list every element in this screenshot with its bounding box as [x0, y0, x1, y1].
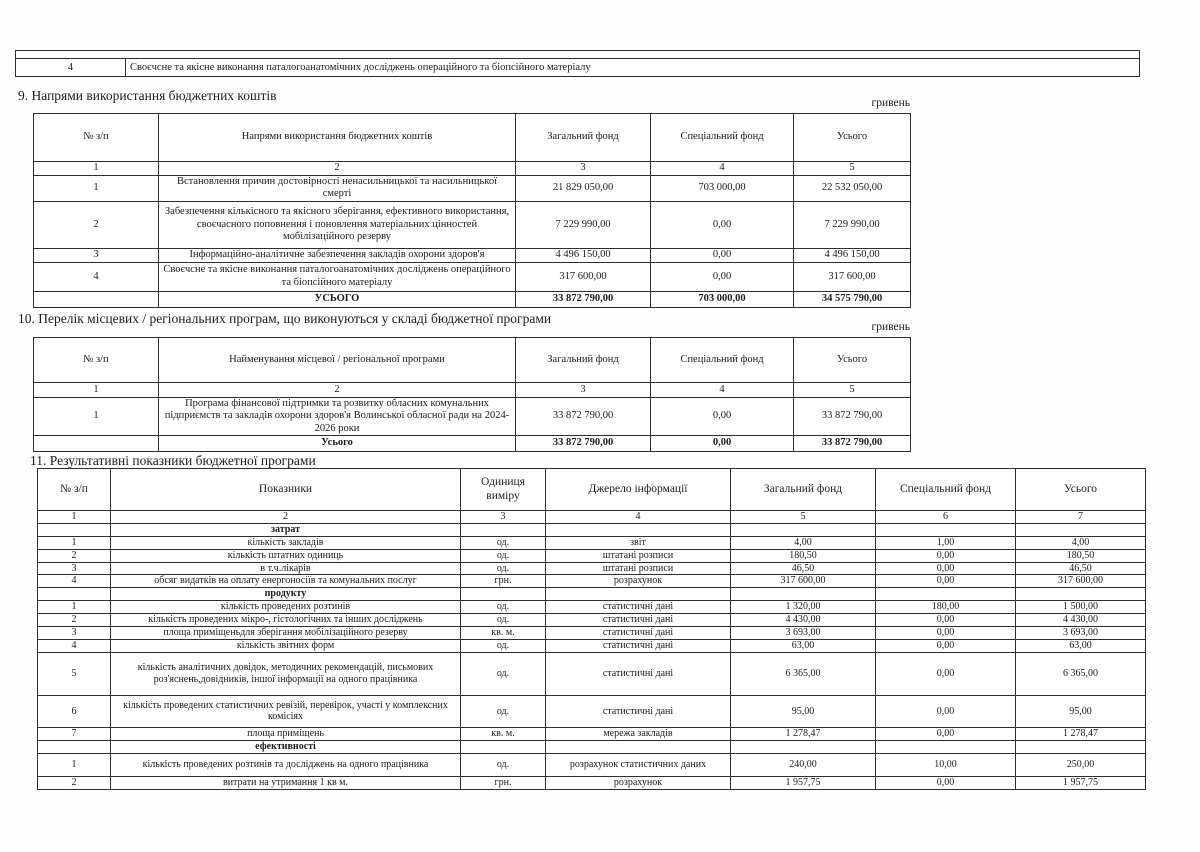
- cell-total: 1 957,75: [1016, 776, 1146, 789]
- table-row: [38, 753, 1146, 776]
- cell-unit: од.: [461, 537, 546, 550]
- cell-num: 7: [38, 727, 111, 740]
- cell-total: 317 600,00: [1016, 575, 1146, 588]
- cell-special: 0,00: [876, 575, 1016, 588]
- cell-special: 0,00: [876, 776, 1016, 789]
- cell-indicator: кількість проведених розтинів: [111, 601, 461, 614]
- cell-special: 0,00: [651, 201, 794, 248]
- cell-special: 0,00: [876, 549, 1016, 562]
- cell-general: 1 320,00: [731, 601, 876, 614]
- col-header-general-fund: Загальний фонд: [516, 114, 651, 162]
- table-10-regional-programs: [33, 337, 911, 452]
- cell-special: 703 000,00: [651, 176, 794, 202]
- table-row: [38, 695, 1146, 727]
- table-row: [34, 248, 911, 262]
- cell-source: статистичні дані: [546, 601, 731, 614]
- cell-total: 250,00: [1016, 753, 1146, 776]
- group-label: продукту: [111, 588, 461, 601]
- col-number: 2: [159, 383, 516, 398]
- col-header-total: Усього: [794, 114, 911, 162]
- col-header-special-fund: Спеціальний фонд: [651, 114, 794, 162]
- cell-general: 317 600,00: [731, 575, 876, 588]
- table-row: [38, 627, 1146, 640]
- cell-source: статистичні дані: [546, 639, 731, 652]
- cell-empty: [546, 740, 731, 753]
- table-row: [34, 201, 911, 248]
- cell-empty: [38, 524, 111, 537]
- col-number: 5: [731, 511, 876, 524]
- cell-total: 22 532 050,00: [794, 176, 911, 202]
- cell-general: 3 693,00: [731, 627, 876, 640]
- cell-num: 2: [38, 614, 111, 627]
- table-row: [38, 639, 1146, 652]
- cell-source: розрахунок статистичних даних: [546, 753, 731, 776]
- cell-indicator: в т.ч.лікарів: [111, 562, 461, 575]
- cell-total: 6 365,00: [1016, 652, 1146, 695]
- table-header-row: [34, 338, 911, 383]
- cell-unit: од.: [461, 601, 546, 614]
- cell-source: розрахунок: [546, 776, 731, 789]
- cell-general: 180,50: [731, 549, 876, 562]
- cell-empty: [546, 524, 731, 537]
- group-label: ефективності: [111, 740, 461, 753]
- group-header-row: [38, 524, 1146, 537]
- cell-num: [34, 291, 159, 307]
- col-number: 1: [38, 511, 111, 524]
- table-row: [38, 562, 1146, 575]
- cell-general: 46,50: [731, 562, 876, 575]
- cell-special: 0,00: [876, 727, 1016, 740]
- col-header-unit: Одиниця виміру: [461, 469, 546, 511]
- cell-general: 4 430,00: [731, 614, 876, 627]
- cell-num: 1: [34, 398, 159, 436]
- fragment-sliver-row: [16, 51, 1140, 59]
- cell-total: 4 496 150,00: [794, 248, 911, 262]
- cell-num: 5: [38, 652, 111, 695]
- cell-special: 0,00: [651, 262, 794, 291]
- table-11-performance-indicators: [37, 468, 1146, 790]
- cell-source: статистичні дані: [546, 695, 731, 727]
- section9-currency-label: гривень: [871, 97, 910, 109]
- cell-general: 317 600,00: [516, 262, 651, 291]
- cell-total: 317 600,00: [794, 262, 911, 291]
- cell-num: 1: [38, 601, 111, 614]
- top-table-fragment: [15, 50, 1140, 77]
- group-label: затрат: [111, 524, 461, 537]
- total-total: 33 872 790,00: [794, 436, 911, 452]
- col-number: 2: [159, 162, 516, 176]
- cell-special: 0,00: [876, 562, 1016, 575]
- cell-unit: кв. м.: [461, 627, 546, 640]
- fragment-row: [16, 59, 1140, 77]
- cell-indicator: кількість штатних одиниць: [111, 549, 461, 562]
- fragment-empty-cell: [16, 51, 1140, 59]
- cell-num: 4: [38, 575, 111, 588]
- cell-unit: од.: [461, 652, 546, 695]
- cell-source: штатані розписи: [546, 549, 731, 562]
- cell-total: 7 229 990,00: [794, 201, 911, 248]
- cell-num: 6: [38, 695, 111, 727]
- cell-unit: од.: [461, 695, 546, 727]
- total-total: 34 575 790,00: [794, 291, 911, 307]
- cell-total: 1 500,00: [1016, 601, 1146, 614]
- cell-unit: кв. м.: [461, 727, 546, 740]
- cell-indicator: кількість закладів: [111, 537, 461, 550]
- cell-unit: од.: [461, 753, 546, 776]
- cell-total: 180,50: [1016, 549, 1146, 562]
- cell-num: 3: [38, 627, 111, 640]
- cell-unit: грн.: [461, 776, 546, 789]
- cell-general: 63,00: [731, 639, 876, 652]
- col-number: 6: [876, 511, 1016, 524]
- group-header-row: [38, 588, 1146, 601]
- cell-general: 4,00: [731, 537, 876, 550]
- cell-general: 33 872 790,00: [516, 398, 651, 436]
- table-row: [38, 601, 1146, 614]
- cell-special: 0,00: [876, 695, 1016, 727]
- col-number: 7: [1016, 511, 1146, 524]
- column-numbers-row: [34, 383, 911, 398]
- section11-title: 11. Результативні показники бюджетної програми: [30, 453, 316, 468]
- col-number: 3: [516, 162, 651, 176]
- col-header-source: Джерело інформації: [546, 469, 731, 511]
- table-row: [38, 575, 1146, 588]
- col-header-program-name: Найменування місцевої / регіональної програми: [159, 338, 516, 383]
- cell-special: 0,00: [876, 639, 1016, 652]
- cell-total: 4 430,00: [1016, 614, 1146, 627]
- cell-total: 46,50: [1016, 562, 1146, 575]
- col-number: 3: [516, 383, 651, 398]
- table-row: [34, 262, 911, 291]
- cell-num: [34, 436, 159, 452]
- col-header-special-fund: Спеціальний фонд: [651, 338, 794, 383]
- cell-num: 3: [34, 248, 159, 262]
- cell-special: 10,00: [876, 753, 1016, 776]
- table-row: [38, 652, 1146, 695]
- cell-special: 180,00: [876, 601, 1016, 614]
- col-header-special-fund: Спеціальний фонд: [876, 469, 1016, 511]
- cell-indicator: кількість аналітичних довідок, методичних рекомендацій, письмових роз'яснень,довідників, іншої інформації на одного працівника: [111, 652, 461, 695]
- cell-source: мережа закладів: [546, 727, 731, 740]
- cell-total: 63,00: [1016, 639, 1146, 652]
- col-number: 4: [546, 511, 731, 524]
- cell-direction: Інформаційно-аналітичне забезпечення закладів охорони здоров'я: [159, 248, 516, 262]
- cell-num: 3: [38, 562, 111, 575]
- cell-empty: [461, 588, 546, 601]
- cell-empty: [461, 524, 546, 537]
- cell-num: 1: [38, 537, 111, 550]
- table-header-row: [38, 469, 1146, 511]
- cell-empty: [731, 524, 876, 537]
- cell-source: штатані розписи: [546, 562, 731, 575]
- cell-special: 0,00: [876, 614, 1016, 627]
- cell-source: статистичні дані: [546, 627, 731, 640]
- cell-unit: од.: [461, 614, 546, 627]
- cell-empty: [731, 740, 876, 753]
- table-row: [38, 727, 1146, 740]
- table-total-row: [34, 436, 911, 452]
- column-numbers-row: [38, 511, 1146, 524]
- cell-empty: [38, 740, 111, 753]
- cell-source: статистичні дані: [546, 614, 731, 627]
- col-header-num: № з/п: [38, 469, 111, 511]
- section10-currency-label: гривень: [871, 321, 910, 333]
- table-row: [38, 614, 1146, 627]
- cell-empty: [1016, 588, 1146, 601]
- cell-num: 1: [34, 176, 159, 202]
- col-header-total: Усього: [1016, 469, 1146, 511]
- cell-empty: [38, 588, 111, 601]
- table-row: [34, 176, 911, 202]
- col-number: 4: [651, 383, 794, 398]
- cell-unit: грн.: [461, 575, 546, 588]
- col-header-num: № з/п: [34, 338, 159, 383]
- cell-empty: [876, 524, 1016, 537]
- total-special: 0,00: [651, 436, 794, 452]
- cell-num: 4: [38, 639, 111, 652]
- cell-indicator: площа приміщень: [111, 727, 461, 740]
- cell-indicator: витрати на утримання 1 кв м.: [111, 776, 461, 789]
- cell-source: розрахунок: [546, 575, 731, 588]
- cell-num: 2: [34, 201, 159, 248]
- col-header-total: Усього: [794, 338, 911, 383]
- cell-special: 0,00: [651, 248, 794, 262]
- cell-program-name: Програма фінансової підтримки та розвитку обласних комунальних підприємств та закладів охорони здоров'я Волинської обласної ради на 2024-2026 роки: [159, 398, 516, 436]
- group-header-row: [38, 740, 1146, 753]
- table-row: [38, 776, 1146, 789]
- cell-empty: [876, 740, 1016, 753]
- cell-empty: [1016, 740, 1146, 753]
- cell-num: 2: [38, 776, 111, 789]
- cell-general: 7 229 990,00: [516, 201, 651, 248]
- cell-indicator: кількість проведених мікро-, гістологічних та інших досліджень: [111, 614, 461, 627]
- cell-general: 4 496 150,00: [516, 248, 651, 262]
- col-header-general-fund: Загальний фонд: [731, 469, 876, 511]
- col-header-num: № з/п: [34, 114, 159, 162]
- total-general: 33 872 790,00: [516, 436, 651, 452]
- cell-num: 4: [34, 262, 159, 291]
- col-number: 4: [651, 162, 794, 176]
- section10-title: 10. Перелік місцевих / регіональних програм, що виконуються у складі бюджетної програми: [18, 311, 552, 326]
- cell-empty: [731, 588, 876, 601]
- cell-direction: Встановлення причин достовірності ненасильницької та насильницької смерті: [159, 176, 516, 202]
- cell-indicator: кількість проведених розтинів та досліджень на одного працівника: [111, 753, 461, 776]
- col-header-general-fund: Загальний фонд: [516, 338, 651, 383]
- cell-num: 1: [38, 753, 111, 776]
- cell-empty: [1016, 524, 1146, 537]
- cell-source: статистичні дані: [546, 652, 731, 695]
- cell-total: 4,00: [1016, 537, 1146, 550]
- col-number: 1: [34, 383, 159, 398]
- table-total-row: [34, 291, 911, 307]
- cell-unit: од.: [461, 549, 546, 562]
- cell-general: 21 829 050,00: [516, 176, 651, 202]
- cell-total: 1 278,47: [1016, 727, 1146, 740]
- table-header-row: [34, 114, 911, 162]
- cell-general: 1 957,75: [731, 776, 876, 789]
- cell-general: 6 365,00: [731, 652, 876, 695]
- col-header-indicators: Показники: [111, 469, 461, 511]
- cell-empty: [461, 740, 546, 753]
- cell-special: 0,00: [651, 398, 794, 436]
- cell-total: 3 693,00: [1016, 627, 1146, 640]
- table-9-budget-directions: [33, 113, 911, 308]
- total-special: 703 000,00: [651, 291, 794, 307]
- col-number: 3: [461, 511, 546, 524]
- table-row: [38, 537, 1146, 550]
- section9-title: 9. Напрями використання бюджетних коштів: [18, 88, 277, 103]
- cell-unit: од.: [461, 639, 546, 652]
- cell-total: 33 872 790,00: [794, 398, 911, 436]
- fragment-row-text: Своєчсне та якісне виконання паталогоанатомічних досліджень операційного та біопсійного матеріалу: [126, 59, 1140, 77]
- cell-indicator: кількість звітних форм: [111, 639, 461, 652]
- cell-general: 1 278,47: [731, 727, 876, 740]
- cell-indicator: площа приміщеньдля зберігання мобілізаційного резерву: [111, 627, 461, 640]
- total-general: 33 872 790,00: [516, 291, 651, 307]
- cell-unit: од.: [461, 562, 546, 575]
- col-number: 5: [794, 383, 911, 398]
- cell-special: 0,00: [876, 627, 1016, 640]
- cell-total: 95,00: [1016, 695, 1146, 727]
- cell-indicator: обсяг видатків на оплату енергоносіїв та комунальних послуг: [111, 575, 461, 588]
- cell-general: 95,00: [731, 695, 876, 727]
- cell-special: 1,00: [876, 537, 1016, 550]
- cell-direction: Забезпечення кількісного та якісного зберігання, ефективного використання, своєчасного поповнення і поновлення матеріальних цінностей мобілізаційного резерву: [159, 201, 516, 248]
- col-number: 5: [794, 162, 911, 176]
- total-label: УСЬОГО: [159, 291, 516, 307]
- cell-general: 240,00: [731, 753, 876, 776]
- cell-direction: Своєчсне та якісне виконання паталогоанатомічних досліджень операційного та біопсійного матеріалу: [159, 262, 516, 291]
- cell-indicator: кількість проведених статистичних ревізій, перевірок, участі у комплексних комісіях: [111, 695, 461, 727]
- cell-special: 0,00: [876, 652, 1016, 695]
- total-label: Усього: [159, 436, 516, 452]
- col-number: 2: [111, 511, 461, 524]
- cell-empty: [546, 588, 731, 601]
- column-numbers-row: [34, 162, 911, 176]
- cell-empty: [876, 588, 1016, 601]
- fragment-row-number: 4: [16, 59, 126, 77]
- table-row: [34, 398, 911, 436]
- cell-num: 2: [38, 549, 111, 562]
- col-number: 1: [34, 162, 159, 176]
- col-header-directions: Напрями використання бюджетних коштів: [159, 114, 516, 162]
- table-row: [38, 549, 1146, 562]
- cell-source: звіт: [546, 537, 731, 550]
